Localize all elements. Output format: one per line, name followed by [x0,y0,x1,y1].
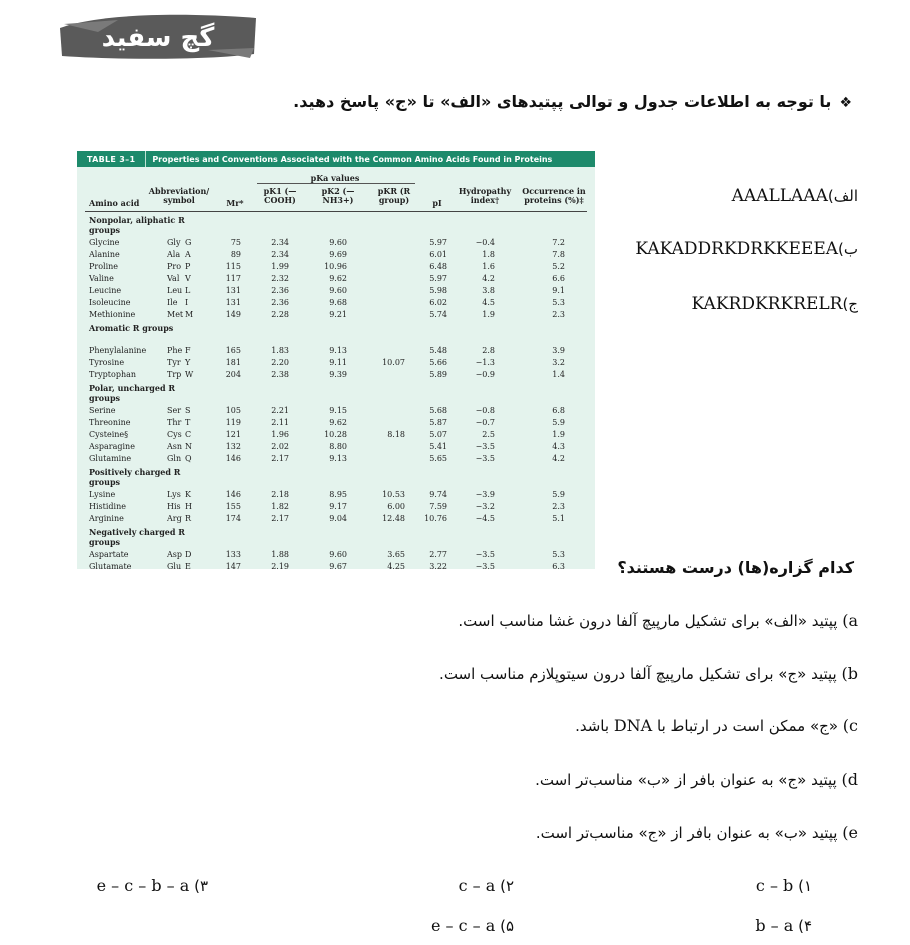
cell-name: Asparagine [89,442,135,451]
cell-mr: 117 [225,274,241,283]
cell-sym: D [185,550,192,559]
cell-sym: G [185,238,192,247]
cell-pk1: 2.28 [271,310,289,319]
cell-pk2: 9.15 [329,406,347,415]
cell-pk1: 2.17 [271,514,289,523]
cell-pi: 5.98 [429,286,447,295]
cell-pk1: 2.20 [271,358,289,367]
cell-pk1: 2.36 [271,298,289,307]
cell-occ: 4.2 [552,454,565,463]
table-row [77,357,595,369]
cell-pi: 5.97 [429,238,447,247]
cell-abbr: Trp [167,370,182,379]
cell-hydro: 3.8 [482,286,495,295]
cell-name: Lysine [89,490,116,499]
cell-name: Phenylalanine [89,346,147,355]
cell-hydro: −3.5 [475,442,495,451]
option-5[interactable] [431,916,514,935]
cell-abbr: Asp [167,550,183,559]
cell-pk2: 9.67 [329,562,347,571]
cell-mr: 115 [225,262,241,271]
cell-pk1: 2.02 [271,442,289,451]
option-3[interactable] [97,876,208,895]
cell-hydro: −3.5 [475,454,495,463]
cell-occ: 6.6 [552,274,565,283]
peptide-label: ب) [838,240,858,258]
cell-pk1: 1.99 [271,262,289,271]
cell-sym: T [185,418,191,427]
statement-d [535,770,858,789]
cell-pkr: 4.25 [387,562,405,571]
cell-abbr: Glu [167,562,182,571]
cell-pi: 5.07 [429,430,447,439]
cell-abbr: Ser [167,406,182,415]
cell-pi: 5.87 [429,418,447,427]
cell-mr: 146 [225,490,241,499]
cell-sym: R [185,514,192,523]
cell-pk2: 9.60 [329,238,347,247]
table-row [77,309,595,321]
cell-name: Valine [89,274,114,283]
cell-pk1: 2.38 [271,370,289,379]
cell-mr: 131 [225,286,241,295]
cell-hydro: 2.5 [482,430,495,439]
cell-mr: 155 [225,502,241,511]
cell-sym: L [185,286,191,295]
cell-mr: 131 [225,298,241,307]
cell-pi: 5.68 [429,406,447,415]
table-row [77,489,595,501]
cell-pi: 5.41 [429,442,447,451]
cell-pk1: 1.88 [271,550,289,559]
cell-abbr: Asn [167,442,183,451]
cell-pk1: 2.21 [271,406,289,415]
cell-mr: 146 [225,454,241,463]
cell-pk2: 9.62 [329,274,347,283]
table-row [77,261,595,273]
cell-pk1: 2.34 [271,238,289,247]
option-number: ۱) [798,877,812,895]
statement-dna: DNA [613,716,653,735]
cell-occ: 5.9 [552,418,565,427]
peptide-sequence: KAKADDRKDRKKEEEA [635,239,839,259]
table-row [77,297,595,309]
group-header: Aromatic R groups [89,323,174,333]
col-header-hydropathy: Hydropathy index† [458,186,512,205]
statement-text: پپتید «ب» به عنوان بافر از «ج» مناسب‌تر است. [535,824,838,842]
cell-occ: 3.9 [552,346,565,355]
cell-mr: 165 [225,346,241,355]
cell-occ: 7.2 [552,238,565,247]
cell-pk2: 9.39 [329,370,347,379]
cell-abbr: Gly [167,238,181,247]
cell-hydro: 2.8 [482,346,495,355]
cell-abbr: Phe [167,346,183,355]
col-header-pk2: pK2 (—NH3+) [321,186,355,205]
cell-name: Tryptophan [89,370,137,379]
table-row [77,549,595,561]
peptide-sequence: KAKRDKRKRELR [691,294,843,314]
statement-b [439,664,858,683]
cell-occ: 9.1 [552,286,565,295]
option-number: ۲) [500,877,514,895]
cell-sym: K [185,490,191,499]
statement-e [536,823,858,842]
peptide-jim [692,294,858,314]
cell-name: Leucine [89,286,122,295]
cell-pk1: 2.19 [271,562,289,571]
col-header-abbr: Abbreviation/ symbol [148,186,210,205]
cell-abbr: Leu [167,286,183,295]
cell-pi: 2.77 [429,550,447,559]
question-header [293,92,852,111]
cell-hydro: 4.5 [482,298,495,307]
cell-abbr: Ile [167,298,178,307]
cell-mr: 119 [225,418,241,427]
peptide-label: ج) [842,295,858,313]
cell-occ: 5.1 [552,514,565,523]
cell-hydro: 1.9 [482,310,495,319]
cell-mr: 149 [225,310,241,319]
cell-sym: V [185,274,191,283]
cell-mr: 121 [225,430,241,439]
cell-sym: W [185,370,194,379]
table-row [77,249,595,261]
cell-mr: 174 [225,514,241,523]
cell-pk1: 2.18 [271,490,289,499]
cell-abbr: His [167,502,181,511]
cell-pk1: 2.32 [271,274,289,283]
cell-pi: 7.59 [429,502,447,511]
cell-pk2: 8.95 [329,490,347,499]
cell-hydro: 1.6 [482,262,495,271]
cell-hydro: −1.3 [475,358,495,367]
table-row [77,513,595,525]
cell-occ: 6.3 [552,562,565,571]
cell-pi: 5.65 [429,454,447,463]
cell-mr: 181 [225,358,241,367]
pka-group-header: pKa values [310,173,360,183]
cell-pk1: 1.96 [271,430,289,439]
col-header-pk1: pK1 (—COOH) [263,186,297,205]
cell-pk1: 2.17 [271,454,289,463]
table-row [77,441,595,453]
table-row [77,405,595,417]
cell-hydro: −3.2 [475,502,495,511]
cell-name: Arginine [89,514,124,523]
table-row [77,501,595,513]
cell-pk2: 9.21 [329,310,347,319]
cell-occ: 2.3 [552,502,565,511]
prompt-question: کدام گزاره(ها) درست هستند؟ [617,558,854,577]
cell-name: Glutamine [89,454,132,463]
cell-sym: I [185,298,189,307]
cell-pk1: 2.11 [271,418,289,427]
cell-name: Glycine [89,238,120,247]
cell-occ: 1.4 [552,370,565,379]
option-value: b – a [755,916,794,935]
amino-acid-table [77,151,595,569]
statement-text-post: باشد. [575,717,610,735]
cell-occ: 6.8 [552,406,565,415]
table-row [77,369,595,381]
cell-pkr: 12.48 [382,514,405,523]
cell-hydro: −0.4 [475,238,495,247]
cell-mr: 105 [225,406,241,415]
statement-key: e) [842,823,858,842]
cell-abbr: Cys [167,430,182,439]
cell-pk2: 9.60 [329,286,347,295]
question-bullet: ❖ [839,95,852,111]
cell-occ: 2.3 [552,310,565,319]
question-text: با توجه به اطلاعات جدول و توالی پپتیدهای «الف» تا «ج» پاسخ دهید. [293,92,832,111]
cell-pi: 6.02 [429,298,447,307]
cell-pk2: 8.80 [329,442,347,451]
table-row [77,417,595,429]
cell-pk2: 9.13 [329,454,347,463]
table-title-bar [77,151,595,167]
cell-hydro: 1.8 [482,250,495,259]
cell-sym: F [185,346,191,355]
cell-name: Glutamate [89,562,132,571]
peptide-label: الف) [827,187,858,205]
cell-pk2: 9.11 [329,358,347,367]
cell-pk2: 9.13 [329,346,347,355]
logo-text: گچ سفید [101,23,215,53]
cell-occ: 5.2 [552,262,565,271]
cell-name: Cysteine§ [89,430,129,439]
table-row [77,273,595,285]
option-value: e – c – b – a [96,876,190,895]
cell-pi: 5.48 [429,346,447,355]
cell-pi: 10.76 [424,514,447,523]
col-header-occurrence: Occurrence in proteins (%)‡ [522,186,586,205]
option-value: c – b [755,876,794,895]
col-header-amino-acid: Amino acid [89,198,140,208]
peptide-be [635,239,858,259]
cell-occ: 5.3 [552,298,565,307]
cell-abbr: Arg [167,514,182,523]
cell-pk2: 9.69 [329,250,347,259]
statement-a [458,611,858,630]
cell-pkr: 6.00 [387,502,405,511]
cell-sym: Q [185,454,192,463]
cell-pk1: 1.83 [271,346,289,355]
cell-pk2: 10.96 [324,262,347,271]
table-row [77,561,595,573]
statement-text: پپتید «ج» به عنوان بافر از «ب» مناسب‌تر است. [535,771,837,789]
peptide-sequence: AAALLAAA [731,186,828,206]
col-header-mr: Mr* [226,198,244,208]
cell-sym: S [185,406,191,415]
cell-mr: 89 [230,250,241,259]
cell-pk1: 2.36 [271,286,289,295]
col-header-pi: pI [432,198,442,208]
statement-key: c) [842,716,858,735]
cell-pi: 5.66 [429,358,447,367]
cell-abbr: Gln [167,454,182,463]
cell-pk2: 9.68 [329,298,347,307]
cell-pkr: 3.65 [387,550,405,559]
option-2[interactable] [459,876,514,895]
cell-sym: P [185,262,191,271]
cell-name: Isoleucine [89,298,131,307]
statement-key: d) [841,770,858,789]
cell-sym: E [185,562,191,571]
cell-sym: Y [185,358,191,367]
cell-hydro: −4.5 [475,514,495,523]
cell-hydro: −0.7 [475,418,495,427]
group-header: Nonpolar, aliphatic R groups [89,215,185,235]
table-row [77,429,595,441]
table-row [77,237,595,249]
cell-abbr: Pro [167,262,182,271]
col-header-pkr: pKR (R group) [377,186,411,205]
peptide-alef [732,186,858,206]
cell-sym: N [185,442,192,451]
cell-pi: 5.89 [429,370,447,379]
cell-sym: C [185,430,192,439]
table-row [77,285,595,297]
cell-abbr: Val [167,274,180,283]
cell-abbr: Lys [167,490,181,499]
cell-pk2: 9.04 [329,514,347,523]
cell-occ: 1.9 [552,430,565,439]
group-header: Negatively charged R groups [89,527,185,547]
cell-mr: 75 [230,238,241,247]
option-value: c – a [458,876,496,895]
cell-hydro: 4.2 [482,274,495,283]
option-value: e – c – a [430,916,496,935]
cell-abbr: Tyr [167,358,181,367]
cell-pi: 6.01 [429,250,447,259]
cell-occ: 5.3 [552,550,565,559]
cell-name: Threonine [89,418,131,427]
cell-mr: 147 [225,562,241,571]
cell-pkr: 10.53 [382,490,405,499]
cell-hydro: −3.9 [475,490,495,499]
logo [58,10,258,62]
cell-name: Aspartate [89,550,129,559]
cell-sym: M [185,310,194,319]
header-rule [85,211,587,212]
cell-pkr: 8.18 [387,430,405,439]
cell-hydro: −0.9 [475,370,495,379]
option-number: ۵) [500,917,514,935]
cell-occ: 4.3 [552,442,565,451]
cell-occ: 3.2 [552,358,565,367]
table-label: TABLE 3–1 [77,151,146,167]
option-number: ۴) [798,917,812,935]
cell-abbr: Met [167,310,184,319]
cell-pi: 5.74 [429,310,447,319]
cell-pk1: 1.82 [271,502,289,511]
cell-name: Histidine [89,502,126,511]
group-header: Positively charged R groups [89,467,181,487]
option-1[interactable] [756,876,812,895]
statement-key: b) [841,664,858,683]
cell-pk2: 9.60 [329,550,347,559]
cell-mr: 132 [225,442,241,451]
cell-name: Alanine [89,250,120,259]
cell-sym: A [185,250,191,259]
cell-mr: 204 [225,370,241,379]
cell-pk2: 9.62 [329,418,347,427]
option-4[interactable] [755,916,812,935]
cell-abbr: Thr [167,418,182,427]
cell-pi: 6.48 [429,262,447,271]
table-caption: Properties and Conventions Associated with the Common Amino Acids Found in Proteins [152,154,553,164]
statement-c [575,716,858,735]
cell-name: Tyrosine [89,358,125,367]
logo-brush-graphic [58,10,258,62]
cell-name: Methionine [89,310,136,319]
cell-sym: H [185,502,192,511]
cell-pi: 5.97 [429,274,447,283]
group-header: Polar, uncharged R groups [89,383,175,403]
cell-hydro: −3.5 [475,550,495,559]
statement-text: پپتید «ج» برای تشکیل مارپیچ آلفا درون سیتوپلازم مناسب است. [439,665,837,683]
cell-occ: 5.9 [552,490,565,499]
cell-hydro: −0.8 [475,406,495,415]
table-row [77,345,595,357]
cell-hydro: −3.5 [475,562,495,571]
cell-occ: 7.8 [552,250,565,259]
cell-pk1: 2.34 [271,250,289,259]
cell-pk2: 10.28 [324,430,347,439]
cell-abbr: Ala [167,250,181,259]
statement-key: a) [842,611,858,630]
cell-pi: 3.22 [429,562,447,571]
cell-pk2: 9.17 [329,502,347,511]
pka-group-rule [257,183,415,184]
statement-text-pre: «ج» ممکن است در ارتباط با [657,717,838,735]
option-number: ۳) [194,877,208,895]
statement-text: پپتید «الف» برای تشکیل مارپیچ آلفا درون غشا مناسب است. [458,612,838,630]
cell-name: Serine [89,406,116,415]
table-row [77,453,595,465]
cell-name: Proline [89,262,119,271]
cell-pkr: 10.07 [382,358,405,367]
cell-pi: 9.74 [429,490,447,499]
cell-mr: 133 [225,550,241,559]
